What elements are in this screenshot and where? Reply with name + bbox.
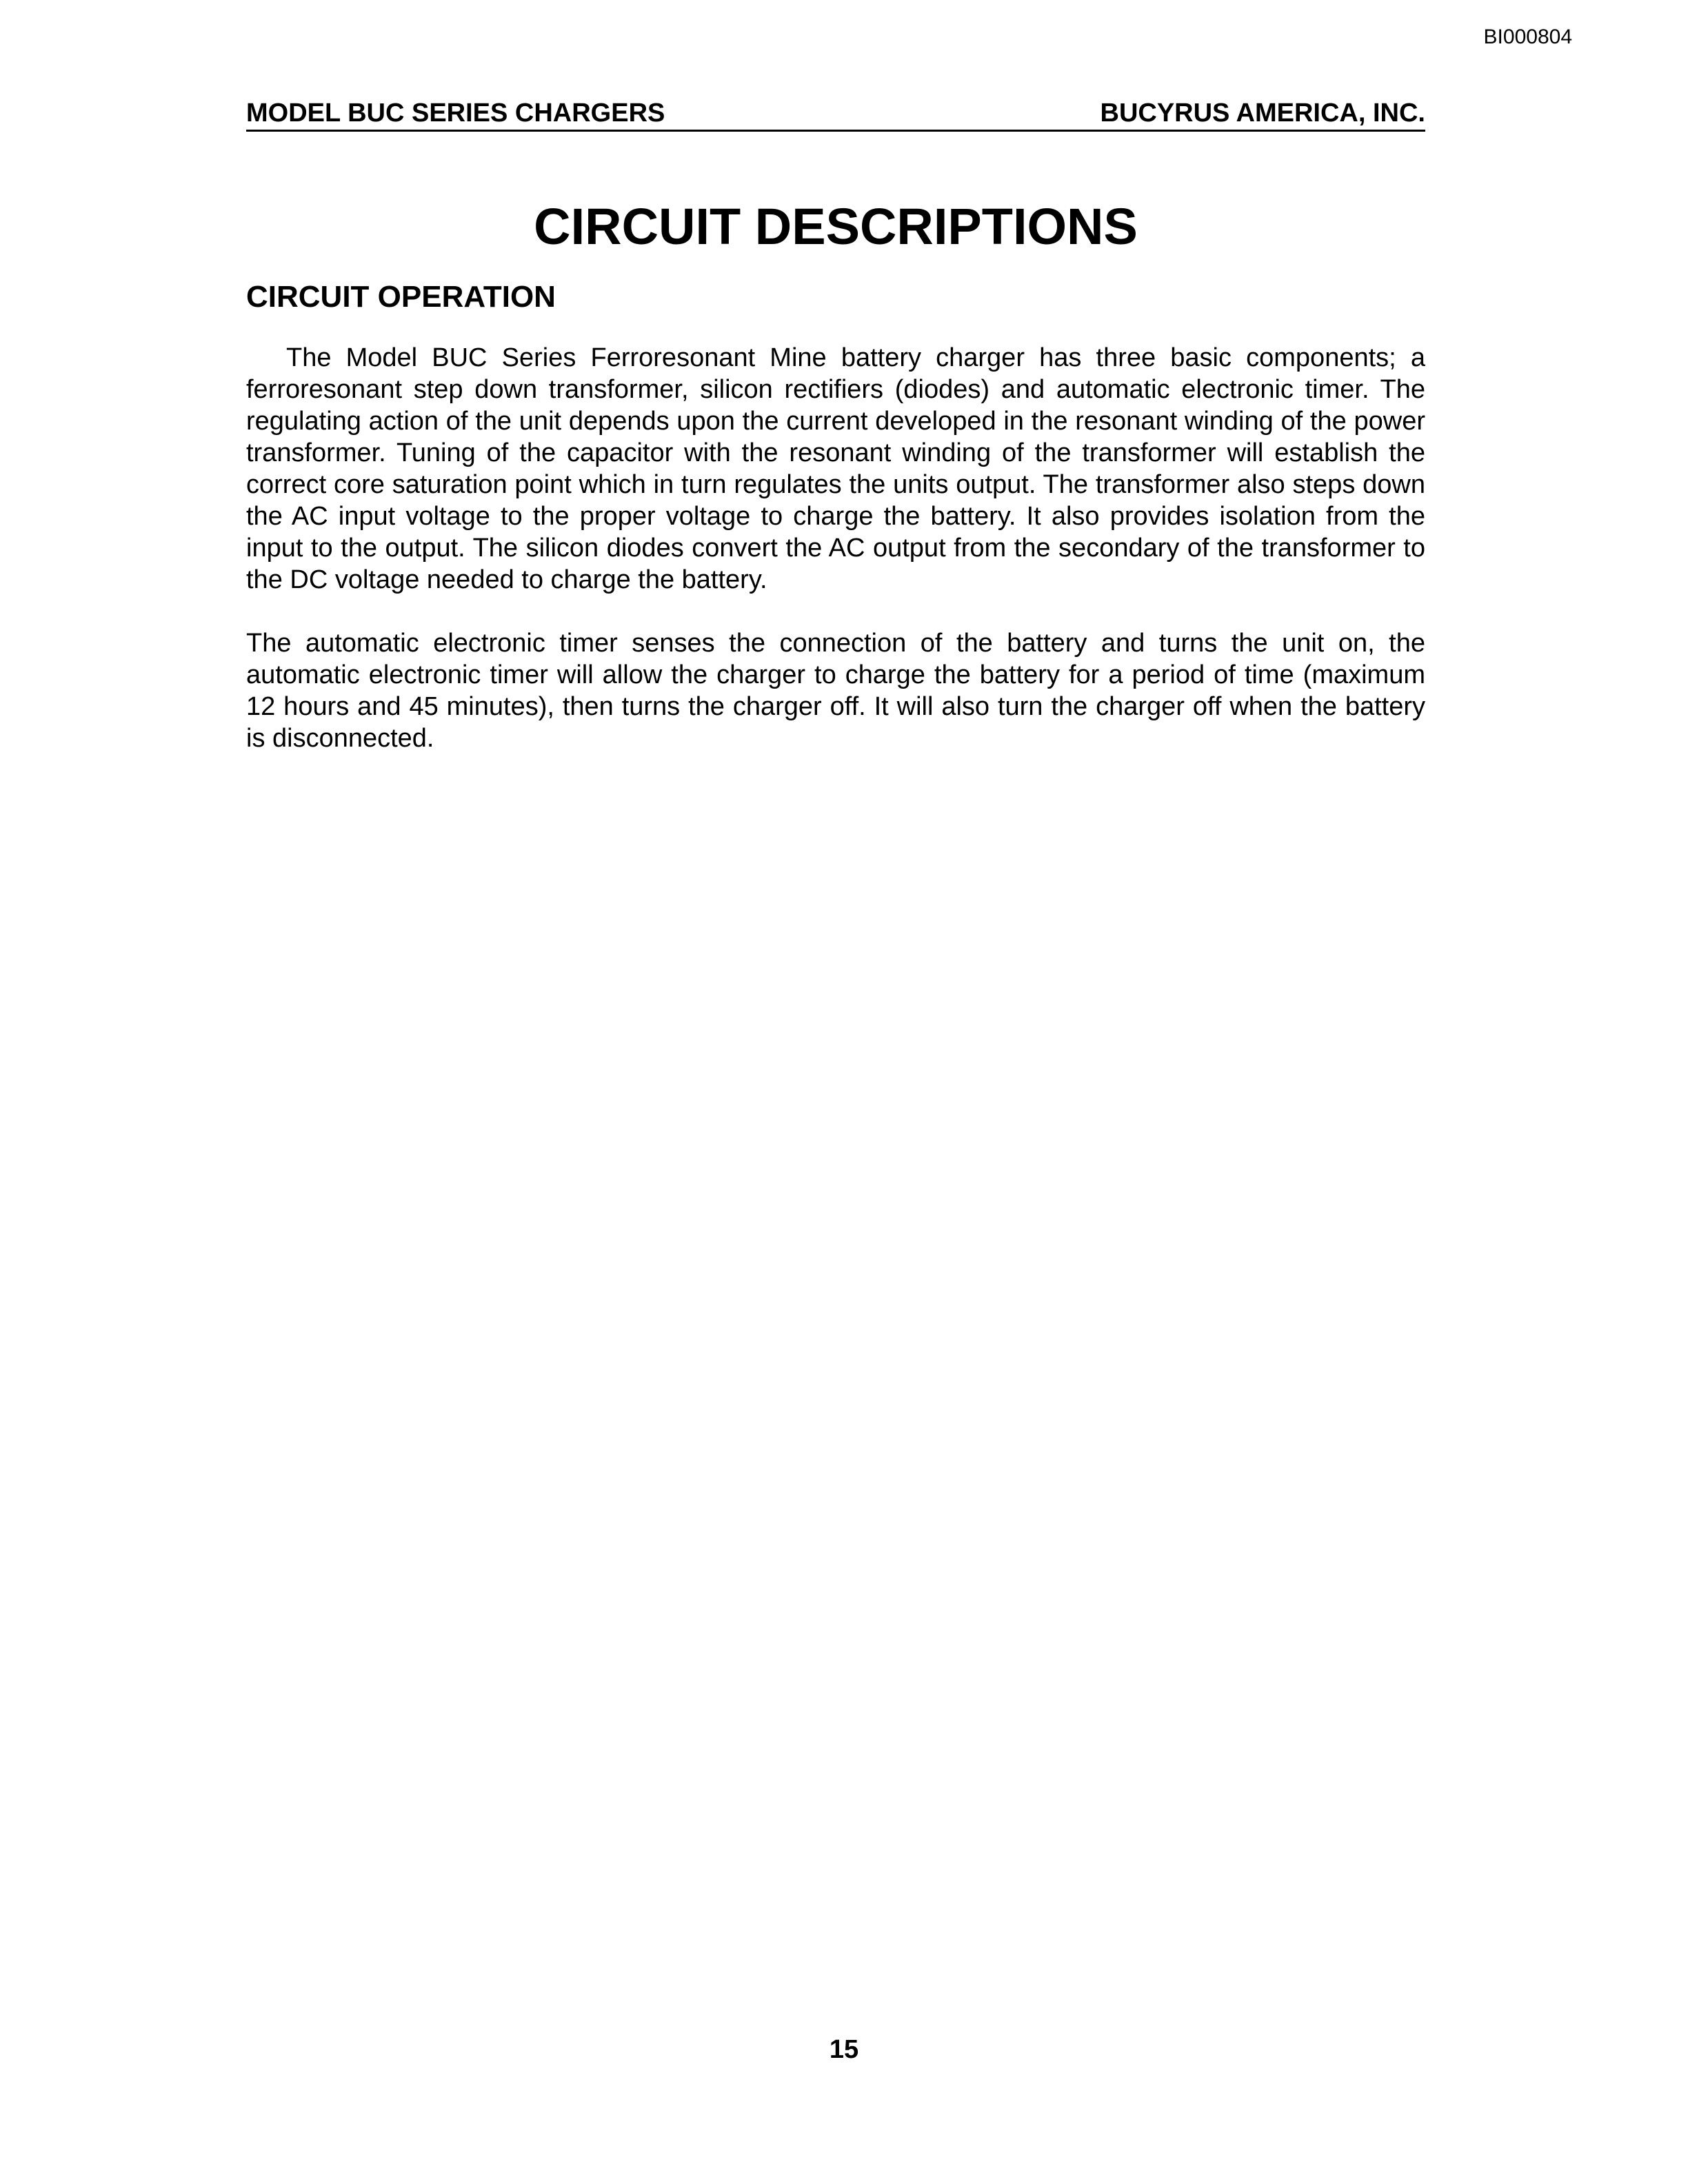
document-id: BI000804 [1483, 26, 1572, 48]
body-paragraph-2: The automatic electronic timer senses the connection of the battery and turns the unit on, the automatic electronic timer will allow the charger to charge the battery for a period of time (maximum 12 hours and 45 minutes), then turns the charger off. It will also turn the charger off when the battery is disconnected. [246, 629, 1425, 753]
page-title: CIRCUIT DESCRIPTIONS [534, 198, 1138, 255]
header-company-name: BUCYRUS AMERICA, INC. [1100, 99, 1425, 128]
running-header [246, 98, 1425, 132]
header-model-title: MODEL BUC SERIES CHARGERS [246, 99, 665, 128]
page-number: 15 [829, 2035, 859, 2064]
section-heading: CIRCUIT OPERATION [246, 280, 556, 314]
body-paragraph-1: The Model BUC Series Ferroresonant Mine battery charger has three basic components; a ferroresonant step down transformer, silicon rectifiers (diodes) and automatic electronic timer. The regulating action of the unit depends upon the current developed in the resonant winding of the power transformer. Tuning of the capacitor with the resonant winding of the transformer will establish the correct core saturation point which in turn regulates the units output. The transformer also steps down the AC input voltage to the proper voltage to charge the battery. It also provides isolation from the input to the output. The silicon diodes convert the AC output from the secondary of the transformer to the DC voltage needed to charge the battery. [246, 343, 1425, 594]
